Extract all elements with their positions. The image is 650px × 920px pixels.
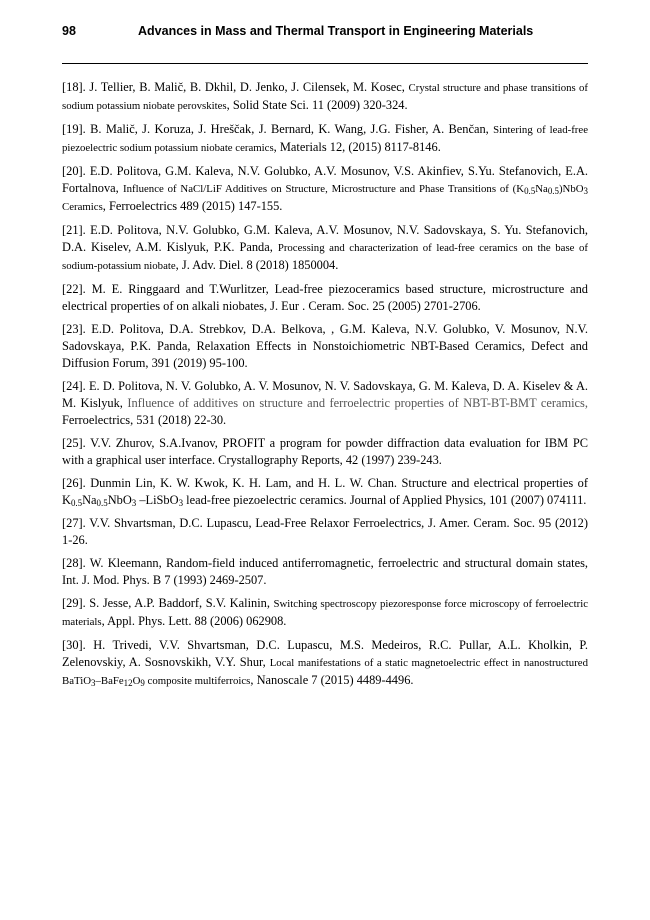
reference-text: [23]. E.D. Politova, D.A. Strebkov, D.A. Belkova, , G.M. Kaleva, N.V. Golubko, V. Mosunov, N.V. Sadovskaya, P.K. Panda, Relaxation Effects in Nonstoichiometric NBT-Based Ceramics, Defect and Diffusion Forum, 391 (2019) 95-100. xyxy=(62,322,588,370)
subscript-text: 9 xyxy=(140,678,145,689)
page-number: 98 xyxy=(62,24,76,38)
reference-item xyxy=(62,515,588,549)
reference-text: Processing and characterization of lead-free ceramics on the base of sodium-potassium niobate xyxy=(62,242,588,272)
reference-text: NbO xyxy=(107,493,132,507)
reference-text: [24]. E. D. Politova, N. V. Golubko, A. V. Mosunov, N. V. Sadovskaya, G. M. Kaleva, D. A. Kiselev & A. M. Kislyuk, xyxy=(62,379,588,410)
reference-item xyxy=(62,555,588,589)
reference-text: Crystal structure and phase transitions of sodium potassium niobate perovskites xyxy=(62,82,588,112)
reference-item xyxy=(62,637,588,690)
reference-text: , J. Adv. Diel. 8 (2018) 1850004. xyxy=(175,258,339,272)
reference-text: , Materials 12, (2015) 8117-8146. xyxy=(273,140,441,154)
header-divider xyxy=(62,63,588,64)
subscript-text: 0.5 xyxy=(547,186,559,197)
reference-text: –LiSbO xyxy=(136,493,179,507)
reference-text: [30]. H. Trivedi, V.V. Shvartsman, D.C. Lupascu, M.S. Medeiros, R.C. Pullar, A.L. Kholkin, P. Zelenovskiy, A. Sosnovskikh, V.Y. Shur, xyxy=(62,638,588,669)
reference-item xyxy=(62,163,588,216)
subscript-text: 3 xyxy=(91,678,96,689)
reference-item xyxy=(62,222,588,275)
reference-item xyxy=(62,121,588,157)
reference-text: Local manifestations of a static magnetoelectric effect in nanostructured BaTiO xyxy=(62,657,588,687)
reference-text: , Appl. Phys. Lett. 88 (2006) 062908. xyxy=(101,614,287,628)
reference-text: , Solid State Sci. 11 (2009) 320-324. xyxy=(226,98,408,112)
reference-item xyxy=(62,79,588,115)
subscript-text: 0.5 xyxy=(96,498,108,509)
reference-text: [29]. S. Jesse, A.P. Baddorf, S.V. Kalinin, xyxy=(62,596,274,610)
reference-text: Na xyxy=(535,183,548,195)
reference-text: Sintering of lead-free piezoelectric sodium potassium niobate ceramics xyxy=(62,124,588,154)
reference-item xyxy=(62,378,588,429)
reference-item xyxy=(62,435,588,469)
reference-item xyxy=(62,595,588,631)
running-title: Advances in Mass and Thermal Transport in Engineering Materials xyxy=(138,24,534,38)
reference-text: [18]. J. Tellier, B. Malič, B. Dkhil, D. Jenko, J. Cilensek, M. Kosec, xyxy=(62,80,409,94)
subscript-text: 3 xyxy=(178,498,184,509)
reference-item xyxy=(62,281,588,315)
reference-text: composite multiferroics xyxy=(144,675,251,687)
reference-text: [27]. V.V. Shvartsman, D.C. Lupascu, Lead-Free Relaxor Ferroelectrics, J. Amer. Ceram. Soc. 95 (2012) 1-26. xyxy=(62,516,588,547)
reference-text: [19]. B. Malič, J. Koruza, J. Hreščak, J. Bernard, K. Wang, J.G. Fisher, A. Benčan, xyxy=(62,122,494,136)
reference-list xyxy=(62,79,588,696)
reference-text: O xyxy=(132,675,141,687)
reference-text: [25]. V.V. Zhurov, S.A.Ivanov, PROFIT a program for powder diffraction data evaluation for IBM PC with a graphical user interface. Crystallography Reports, 42 (1997) 239-243. xyxy=(62,436,588,467)
reference-item xyxy=(62,475,588,509)
reference-text: Influence of NaCl/LiF Additives on Structure, Microstructure and Phase Transitions of (K xyxy=(123,183,525,195)
subscript-text: 0.5 xyxy=(524,186,536,197)
reference-text: , Nanoscale 7 (2015) 4489-4496. xyxy=(250,673,414,687)
reference-text: Switching spectroscopy piezoresponse force microscopy of ferroelectric materials xyxy=(62,598,588,628)
subscript-text: 12 xyxy=(123,678,133,689)
reference-text: Na xyxy=(82,493,97,507)
reference-text: Ceramics xyxy=(62,201,103,213)
reference-text: )NbO xyxy=(558,183,584,195)
reference-text: lead-free piezoelectric ceramics. Journal of Applied Physics, 101 (2007) 074111. xyxy=(183,493,587,507)
subscript-text: 3 xyxy=(583,186,588,197)
reference-text: [22]. M. E. Ringgaard and T.Wurlitzer, Lead-free piezoceramics based structure, microstructure and electrical properties of on alkali niobates, J. Eur . Ceram. Soc. 25 (2005) 2701-2706. xyxy=(62,282,588,313)
reference-text: [20]. E.D. Politova, G.M. Kaleva, N.V. Golubko, A.V. Mosunov, V.S. Akinfiev, S.Yu. Stefanovich, E.A. Fortalnova, xyxy=(62,164,588,195)
subscript-text: 3 xyxy=(131,498,137,509)
subscript-text: 0.5 xyxy=(70,498,83,509)
reference-text: –BaFe xyxy=(95,675,124,687)
reference-text: [28]. W. Kleemann, Random-field induced antiferromagnetic, ferroelectric and structural domain states, Int. J. Mod. Phys. B 7 (1993) 2469-2507. xyxy=(62,556,588,587)
page-header xyxy=(62,24,588,42)
reference-text: Influence of additives on structure and ferroelectric properties of NBT-BT-BMT ceramics, xyxy=(127,396,588,410)
reference-text: Ferroelectrics, 531 (2018) 22-30. xyxy=(62,413,227,427)
reference-text: [26]. Dunmin Lin, K. W. Kwok, K. H. Lam, and H. L. W. Chan. Structure and electrical properties of K xyxy=(62,476,588,507)
reference-item xyxy=(62,321,588,372)
reference-text: , Ferroelectrics 489 (2015) 147-155. xyxy=(102,199,283,213)
reference-text: [21]. E.D. Politova, N.V. Golubko, G.M. Kaleva, A.V. Mosunov, N.V. Sadovskaya, S. Yu. Stefanovich, D.A. Kiselev, A.M. Kislyuk, P.K. Panda, xyxy=(62,223,588,254)
